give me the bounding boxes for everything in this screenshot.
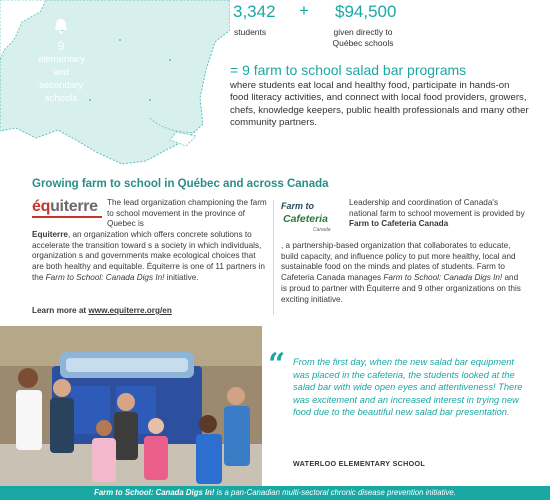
ftc-intro [349, 198, 525, 230]
schools-count: 9 [57, 39, 65, 53]
footer-bar [0, 486, 550, 500]
equiterre-link[interactable]: www.equiterre.org/en [88, 306, 172, 315]
ftc-name: Farm to Cafeteria Canada [349, 219, 449, 229]
testimonial-quote: From the first day, when the new salad bar equipment was placed in the cafeteria, the students looked at the salad bar with wide open eyes and attentiveness! There was excitement and an increased interest in trying new food due to the beautiful new salad bar presentation. [293, 357, 523, 418]
farm-to-cafeteria-logo [281, 201, 343, 237]
schools-label-line: elementary [38, 54, 85, 65]
learn-more-label: Learn more at [32, 306, 89, 315]
logo-underline [32, 216, 102, 218]
ftc-body-2: and is proud to partner with Équiterre and 9 other organizations on this exciting initiative. [281, 273, 521, 304]
equiterre-body [32, 230, 269, 284]
equiterre-logo [32, 198, 98, 216]
program-name: Farm to School: Canada Digs In! [45, 272, 165, 282]
program-name: Farm to School: Canada Digs In! [383, 273, 503, 283]
school-bell-icon [54, 18, 68, 34]
equiterre-name: Equiterre [32, 230, 68, 239]
column-divider [273, 200, 274, 315]
schools-label-line: and [53, 67, 69, 78]
logo-text: uiterre [50, 198, 98, 215]
schools-label-line: schools [44, 93, 78, 104]
footer-rest: is a pan-Canadian multi-sectoral chronic disease prevention initiative. [214, 487, 456, 497]
logo-accent: éq [32, 198, 51, 215]
money-label-line: given directly to [333, 27, 393, 37]
ftc-body-1: , a partnership-based organization that collaborates to educate, build capacity, and influence policy to put more healthy, local and sustainable food on the minds and plates of students. Farm to Cafeteria Canada manages [281, 241, 516, 283]
students-stat: 3,342 [233, 2, 276, 21]
footer-program: Farm to School: Canada Digs In! [94, 487, 215, 497]
logo-line: Canada [313, 227, 331, 233]
students-label: students [234, 27, 267, 37]
footer-text [0, 488, 550, 497]
learn-more [32, 306, 172, 315]
schools-count-label [38, 40, 84, 105]
students-salad-bar-photo [0, 326, 262, 486]
ftc-intro-text: Leadership and coordination of Canada's national farm to school movement is provided by [349, 198, 525, 218]
equiterre-body-2: initiative. [164, 272, 199, 282]
equiterre-body-1: , an organization which offers concrete solutions to accelerate the transition toward s a society in which individuals, organization s and governments make ecological choices that are both healthy and equitable. Équiterre is one of 11 partners in the [32, 230, 265, 282]
programs-description: where students eat local and healthy food, participate in hands-on food literacy activities, and connect with local food providers, growers, chefs, knowledge keepers, public health professionals and many other community partners. [230, 80, 529, 128]
money-stat: $94,500 [335, 2, 397, 21]
programs-headline: = 9 farm to school salad bar programs [230, 62, 467, 78]
quote-mark: “ [268, 347, 286, 382]
money-label [323, 27, 403, 49]
plus-sign: + [299, 1, 309, 20]
quote-attribution: WATERLOO ELEMENTARY SCHOOL [293, 459, 426, 468]
equiterre-intro: The lead organization championing the farm to school movement in the province of Quebec is [107, 198, 267, 229]
quebec-map [0, 0, 230, 168]
money-label-line: Québec schools [332, 38, 394, 48]
logo-line: Farm to [281, 201, 315, 211]
schools-label-line: secondary [39, 80, 83, 91]
section-title: Growing farm to school in Québec and across Canada [32, 178, 329, 190]
ftc-body [281, 241, 525, 305]
logo-line: Cafeteria [283, 213, 328, 225]
